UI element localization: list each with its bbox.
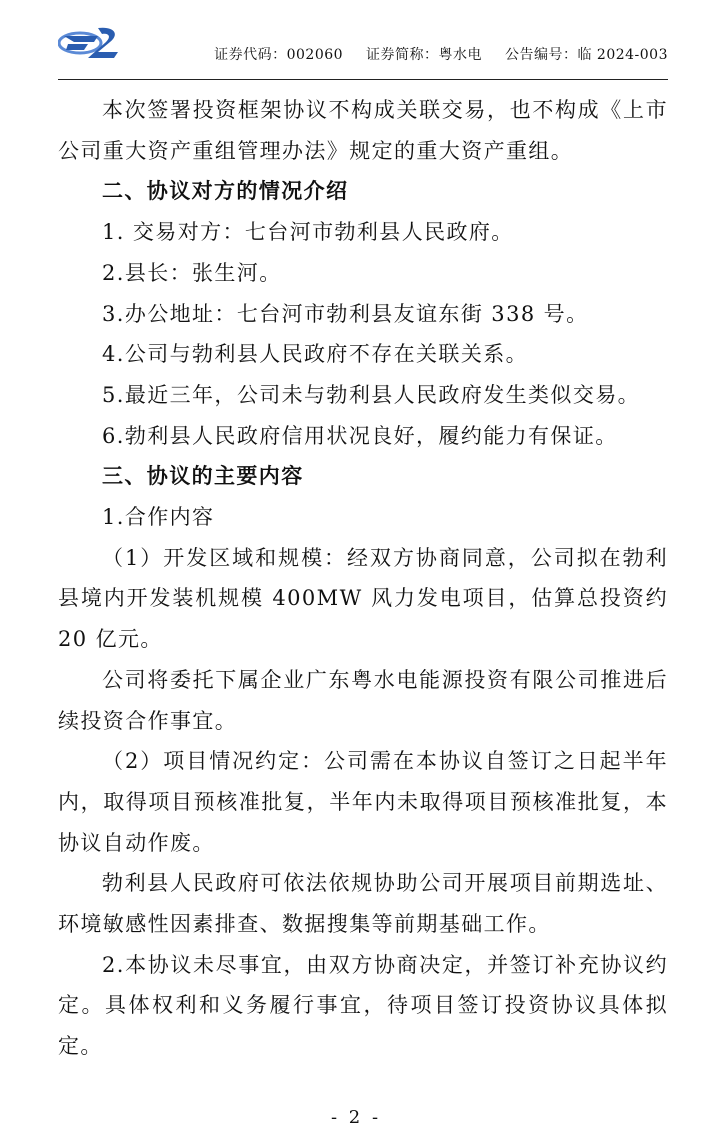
list-item: 1. 交易对方：七台河市勃利县人民政府。 bbox=[102, 220, 514, 245]
paragraph: 本次签署投资框架协议不构成关联交易，也不构成《上市公司重大资产重组管理办法》规定的重大资产重组。 bbox=[58, 98, 668, 163]
header-info bbox=[196, 44, 668, 64]
document-body bbox=[58, 90, 668, 1067]
list-item: 6.勃利县人民政府信用状况良好，履约能力有保证。 bbox=[102, 423, 618, 448]
announcement-number: 公告编号：临 2024-003 bbox=[504, 47, 668, 63]
paragraph: 2.本协议未尽事宜，由双方协商决定，并签订补充协议约定。具体权利和义务履行事宜，待项目签订投资协议具体拟定。 bbox=[58, 952, 668, 1059]
paragraph: 勃利县人民政府可依法依规协助公司开展项目前期选址、环境敏感性因素排查、数据搜集等前期基础工作。 bbox=[58, 871, 668, 937]
paragraph: （2）项目情况约定：公司需在本协议自签订之日起半年内，取得项目预核准批复，半年内未取得项目预核准批复，本协议自动作废。 bbox=[58, 749, 668, 855]
stock-name: 证券简称：粤水电 bbox=[366, 47, 483, 63]
page-number: - 2 - bbox=[330, 1107, 382, 1128]
paragraph: （1）开发区域和规模：经双方协商同意，公司拟在勃利县境内开发装机规模 400MW 风力发电项目，估算总投资约 20 亿元。 bbox=[58, 545, 668, 652]
list-item: 4.公司与勃利县人民政府不存在关联关系。 bbox=[102, 342, 529, 367]
list-item: 3.办公地址：七台河市勃利县友谊东街 338 号。 bbox=[102, 301, 589, 326]
company-logo-icon bbox=[58, 22, 122, 60]
subheading: 1.合作内容 bbox=[102, 505, 215, 530]
section-heading: 三、协议的主要内容 bbox=[102, 463, 304, 489]
header-divider bbox=[58, 79, 668, 80]
paragraph: 公司将委托下属企业广东粤水电能源投资有限公司推进后续投资合作事宜。 bbox=[58, 667, 668, 733]
page-header bbox=[58, 18, 668, 74]
list-item: 5.最近三年，公司未与勃利县人民政府发生类似交易。 bbox=[102, 382, 641, 407]
list-item: 2.县长：张生河。 bbox=[102, 260, 282, 285]
section-heading: 二、协议对方的情况介绍 bbox=[102, 178, 349, 204]
stock-code: 证券代码：002060 bbox=[214, 47, 344, 63]
